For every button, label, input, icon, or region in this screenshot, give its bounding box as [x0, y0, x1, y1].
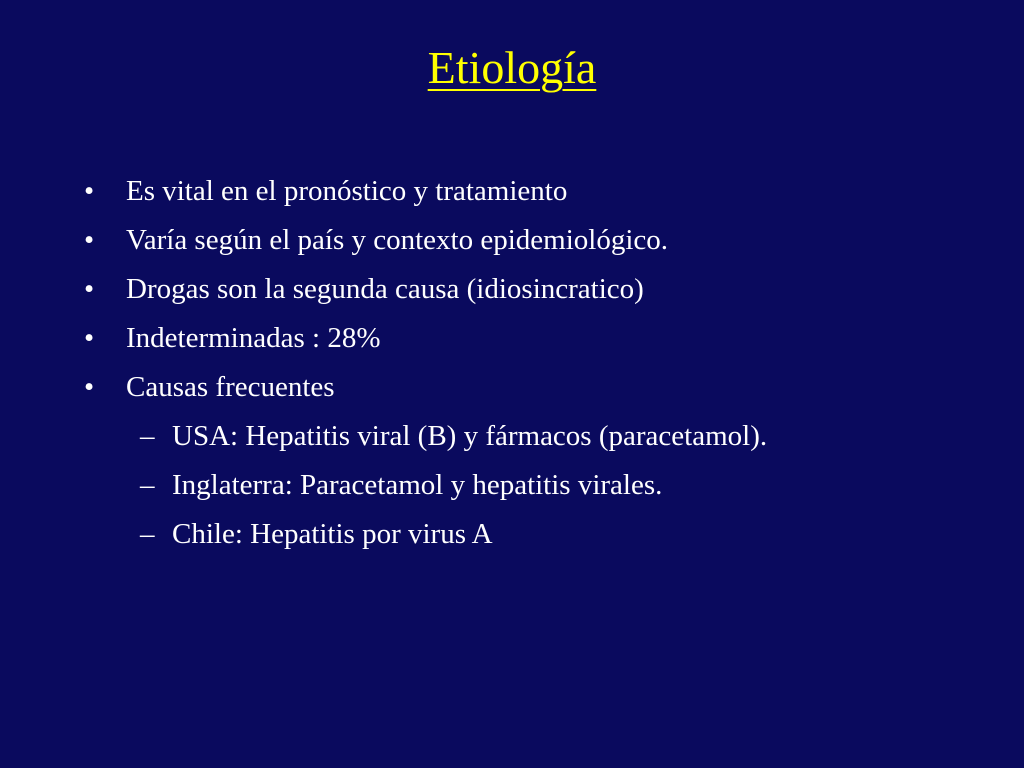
- bullet-text: Indeterminadas : 28%: [126, 322, 381, 354]
- sub-bullet-text: USA: Hepatitis viral (B) y fármacos (paracetamol).: [172, 420, 768, 452]
- dash-marker: –: [140, 469, 155, 501]
- sub-bullet-item-3: [84, 513, 984, 562]
- bullet-item-5: [84, 366, 984, 415]
- bullet-marker: •: [84, 273, 95, 305]
- slide-title: Etiología: [427, 42, 597, 93]
- bullet-item-4: [84, 317, 984, 366]
- dash-marker: –: [140, 518, 155, 550]
- sub-bullet-item-2: [84, 464, 984, 513]
- bullet-item-2: [84, 219, 984, 268]
- bullet-marker: •: [84, 224, 95, 256]
- bullet-marker: •: [84, 175, 95, 207]
- bullet-marker: •: [84, 322, 95, 354]
- bullet-text: Causas frecuentes: [126, 371, 335, 403]
- bullet-text: Drogas son la segunda causa (idiosincratico): [126, 273, 644, 305]
- sub-bullet-text: Inglaterra: Paracetamol y hepatitis virales.: [172, 469, 663, 501]
- sub-bullet-item-1: [84, 415, 984, 464]
- dash-marker: –: [140, 420, 155, 452]
- bullet-text: Es vital en el pronóstico y tratamiento: [126, 175, 568, 207]
- bullet-marker: •: [84, 371, 95, 403]
- bullet-list: [84, 170, 984, 562]
- sub-bullet-text: Chile: Hepatitis por virus A: [172, 518, 493, 550]
- bullet-text: Varía según el país y contexto epidemiológico.: [126, 224, 668, 256]
- bullet-item-1: [84, 170, 984, 219]
- bullet-item-3: [84, 268, 984, 317]
